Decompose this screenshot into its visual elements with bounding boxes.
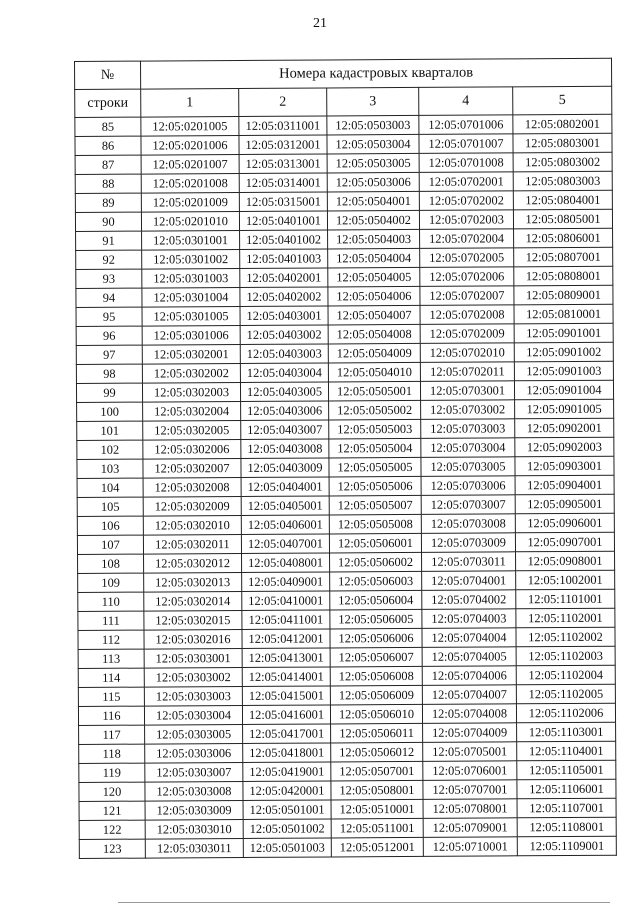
cadastral-number-cell: 12:05:0303009 xyxy=(145,800,243,820)
cadastral-number-cell: 12:05:0501002 xyxy=(243,819,331,839)
cadastral-number-cell: 12:05:0506006 xyxy=(330,628,422,648)
cadastral-number-cell: 12:05:0501001 xyxy=(243,800,331,820)
row-number-cell: 91 xyxy=(76,231,142,250)
table-row xyxy=(77,399,614,421)
table-row xyxy=(79,779,616,801)
cadastral-number-cell: 12:05:0414001 xyxy=(242,667,330,687)
column-header-2: 2 xyxy=(239,88,327,117)
row-number-cell: 102 xyxy=(77,440,143,459)
row-number-cell: 108 xyxy=(78,554,144,573)
cadastral-number-cell: 12:05:0505005 xyxy=(329,457,421,477)
cadastral-number-cell: 12:05:0810001 xyxy=(514,304,613,324)
table-row xyxy=(76,228,613,250)
cadastral-number-cell: 12:05:0402001 xyxy=(240,268,328,288)
cadastral-number-cell: 12:05:0303008 xyxy=(145,781,243,801)
cadastral-number-cell: 12:05:0401002 xyxy=(240,230,328,250)
cadastral-number-cell: 12:05:0703005 xyxy=(421,457,515,477)
cadastral-number-cell: 12:05:0407001 xyxy=(241,534,329,554)
cadastral-number-cell: 12:05:0506002 xyxy=(330,552,422,572)
cadastral-number-cell: 12:05:0901001 xyxy=(514,323,613,343)
cadastral-number-cell: 12:05:0410001 xyxy=(242,591,330,611)
cadastral-number-cell: 12:05:0705001 xyxy=(423,742,517,762)
table-row xyxy=(77,475,614,497)
cadastral-number-cell: 12:05:0302003 xyxy=(142,382,240,402)
table-row xyxy=(75,190,612,212)
row-number-cell: 122 xyxy=(79,820,145,839)
column-header-1: 1 xyxy=(141,88,239,117)
cadastral-number-cell: 12:05:0503006 xyxy=(327,172,419,192)
cadastral-number-cell: 12:05:0506004 xyxy=(330,590,422,610)
cadastral-number-cell: 12:05:0413001 xyxy=(242,648,330,668)
cadastral-number-cell: 12:05:0201006 xyxy=(141,135,239,155)
row-number-cell: 119 xyxy=(79,763,145,782)
cadastral-number-cell: 12:05:0302001 xyxy=(142,344,240,364)
cadastral-number-cell: 12:05:0312001 xyxy=(239,135,327,155)
cadastral-number-cell: 12:05:0313001 xyxy=(239,154,327,174)
cadastral-number-cell: 12:05:0702005 xyxy=(420,248,514,268)
cadastral-number-cell: 12:05:0702011 xyxy=(420,362,514,382)
cadastral-number-cell: 12:05:0704006 xyxy=(422,666,516,686)
cadastral-number-cell: 12:05:0504002 xyxy=(327,210,419,230)
table-row xyxy=(79,836,616,858)
group-header: Номера кадастровых кварталов xyxy=(141,58,612,89)
row-number-cell: 121 xyxy=(79,801,145,820)
cadastral-number-cell: 12:05:0302004 xyxy=(143,401,241,421)
cadastral-number-cell: 12:05:0315001 xyxy=(239,192,327,212)
row-number-cell: 103 xyxy=(77,459,143,478)
row-number-cell: 90 xyxy=(75,212,141,231)
table-row xyxy=(75,133,612,155)
cadastral-number-cell: 12:05:0403003 xyxy=(240,344,328,364)
cadastral-number-cell: 12:05:0302011 xyxy=(143,534,241,554)
column-header-4: 4 xyxy=(419,87,513,116)
cadastral-number-cell: 12:05:0302008 xyxy=(143,477,241,497)
row-number-header-line1: № xyxy=(75,61,141,89)
cadastral-number-cell: 12:05:0503003 xyxy=(327,115,419,135)
cadastral-number-cell: 12:05:0314001 xyxy=(239,173,327,193)
cadastral-number-cell: 12:05:1102005 xyxy=(516,684,615,704)
cadastral-number-cell: 12:05:0702001 xyxy=(419,172,513,192)
row-number-cell: 110 xyxy=(78,592,144,611)
cadastral-number-cell: 12:05:0803001 xyxy=(513,133,612,153)
cadastral-number-cell: 12:05:1106001 xyxy=(517,779,616,799)
table-row xyxy=(75,152,612,174)
table-row xyxy=(75,209,612,231)
cadastral-number-cell: 12:05:0901002 xyxy=(514,342,613,362)
cadastral-number-cell: 12:05:0807001 xyxy=(514,247,613,267)
table-row xyxy=(78,646,615,668)
cadastral-number-cell: 12:05:0710001 xyxy=(423,837,517,857)
cadastral-number-cell: 12:05:0302009 xyxy=(143,496,241,516)
row-number-cell: 115 xyxy=(78,687,144,706)
cadastral-number-cell: 12:05:0503004 xyxy=(327,134,419,154)
row-number-cell: 96 xyxy=(76,326,142,345)
cadastral-number-cell: 12:05:0505007 xyxy=(329,495,421,515)
cadastral-number-cell: 12:05:0403006 xyxy=(241,401,329,421)
table-body xyxy=(75,114,617,858)
cadastral-quarters-table xyxy=(74,58,617,859)
table-row xyxy=(76,342,613,364)
cadastral-number-cell: 12:05:0701008 xyxy=(419,153,513,173)
table-row xyxy=(79,817,616,839)
cadastral-number-cell: 12:05:0709001 xyxy=(423,818,517,838)
cadastral-number-cell: 12:05:0903001 xyxy=(515,456,614,476)
cadastral-number-cell: 12:05:0303010 xyxy=(145,819,243,839)
row-number-cell: 116 xyxy=(78,706,144,725)
cadastral-number-cell: 12:05:0806001 xyxy=(514,228,613,248)
cadastral-number-cell: 12:05:1101001 xyxy=(516,589,615,609)
cadastral-number-cell: 12:05:0303006 xyxy=(145,743,243,763)
cadastral-number-cell: 12:05:0501003 xyxy=(243,838,331,858)
cadastral-number-cell: 12:05:0906001 xyxy=(515,513,614,533)
cadastral-number-cell: 12:05:0505004 xyxy=(329,438,421,458)
cadastral-number-cell: 12:05:0901003 xyxy=(514,361,613,381)
table-row xyxy=(79,760,616,782)
cadastral-number-cell: 12:05:0504005 xyxy=(328,267,420,287)
column-header-5: 5 xyxy=(513,86,612,115)
row-number-cell: 117 xyxy=(79,725,145,744)
cadastral-number-cell: 12:05:0303001 xyxy=(144,648,242,668)
cadastral-number-cell: 12:05:0704001 xyxy=(422,571,516,591)
cadastral-number-cell: 12:05:0401003 xyxy=(240,249,328,269)
cadastral-number-cell: 12:05:0403009 xyxy=(241,458,329,478)
cadastral-number-cell: 12:05:1103001 xyxy=(517,722,616,742)
table-row xyxy=(75,171,612,193)
cadastral-number-cell: 12:05:0504004 xyxy=(328,248,420,268)
cadastral-number-cell: 12:05:0302002 xyxy=(142,363,240,383)
cadastral-number-cell: 12:05:0704008 xyxy=(422,704,516,724)
table-row xyxy=(79,722,616,744)
cadastral-number-cell: 12:05:0702004 xyxy=(420,229,514,249)
cadastral-number-cell: 12:05:1102006 xyxy=(516,703,615,723)
cadastral-number-cell: 12:05:1105001 xyxy=(517,760,616,780)
cadastral-number-cell: 12:05:0704009 xyxy=(423,723,517,743)
cadastral-number-cell: 12:05:0703009 xyxy=(421,533,515,553)
cadastral-number-cell: 12:05:0512001 xyxy=(331,837,423,857)
cadastral-number-cell: 12:05:0504007 xyxy=(328,305,420,325)
page-number: 21 xyxy=(313,16,327,31)
table-row xyxy=(78,589,615,611)
cadastral-number-cell: 12:05:0201010 xyxy=(141,211,239,231)
cadastral-number-cell: 12:05:0403001 xyxy=(240,306,328,326)
cadastral-number-cell: 12:05:0703008 xyxy=(421,514,515,534)
cadastral-number-cell: 12:05:0302016 xyxy=(144,629,242,649)
cadastral-number-cell: 12:05:0404001 xyxy=(241,477,329,497)
cadastral-number-cell: 12:05:0504010 xyxy=(328,362,420,382)
row-number-cell: 112 xyxy=(78,630,144,649)
cadastral-number-cell: 12:05:0702003 xyxy=(419,210,513,230)
table-row xyxy=(77,513,614,535)
cadastral-number-cell: 12:05:0506008 xyxy=(330,666,422,686)
cadastral-number-cell: 12:05:0704005 xyxy=(422,647,516,667)
cadastral-table-container xyxy=(74,61,611,859)
table-row xyxy=(77,437,614,459)
row-number-cell: 104 xyxy=(77,478,143,497)
row-number-cell: 87 xyxy=(75,155,141,174)
cadastral-number-cell: 12:05:1002001 xyxy=(516,570,615,590)
cadastral-number-cell: 12:05:0409001 xyxy=(242,572,330,592)
cadastral-number-cell: 12:05:0506005 xyxy=(330,609,422,629)
cadastral-number-cell: 12:05:0703003 xyxy=(421,419,515,439)
row-number-cell: 120 xyxy=(79,782,145,801)
table-row xyxy=(75,114,612,136)
cadastral-number-cell: 12:05:0908001 xyxy=(516,551,615,571)
table-row xyxy=(78,608,615,630)
cadastral-number-cell: 12:05:0506009 xyxy=(330,685,422,705)
row-number-cell: 113 xyxy=(78,649,144,668)
cadastral-number-cell: 12:05:0303003 xyxy=(144,686,242,706)
row-number-cell: 95 xyxy=(76,307,142,326)
bottom-divider xyxy=(118,902,610,903)
cadastral-number-cell: 12:05:0302014 xyxy=(144,591,242,611)
row-number-cell: 109 xyxy=(78,573,144,592)
cadastral-number-cell: 12:05:0201007 xyxy=(141,154,239,174)
cadastral-number-cell: 12:05:0510001 xyxy=(331,799,423,819)
cadastral-number-cell: 12:05:0506011 xyxy=(331,723,423,743)
cadastral-number-cell: 12:05:0503005 xyxy=(327,153,419,173)
cadastral-number-cell: 12:05:1107001 xyxy=(517,798,616,818)
cadastral-number-cell: 12:05:0506003 xyxy=(330,571,422,591)
cadastral-number-cell: 12:05:0301003 xyxy=(142,268,240,288)
cadastral-number-cell: 12:05:0904001 xyxy=(515,475,614,495)
cadastral-number-cell: 12:05:0418001 xyxy=(243,743,331,763)
cadastral-number-cell: 12:05:0702007 xyxy=(420,286,514,306)
cadastral-number-cell: 12:05:0703002 xyxy=(421,400,515,420)
cadastral-number-cell: 12:05:0415001 xyxy=(242,686,330,706)
cadastral-number-cell: 12:05:0704002 xyxy=(422,590,516,610)
cadastral-number-cell: 12:05:0408001 xyxy=(242,553,330,573)
cadastral-number-cell: 12:05:0403002 xyxy=(240,325,328,345)
cadastral-number-cell: 12:05:0701007 xyxy=(419,134,513,154)
cadastral-number-cell: 12:05:0707001 xyxy=(423,780,517,800)
table-row xyxy=(76,285,613,307)
cadastral-number-cell: 12:05:0511001 xyxy=(331,818,423,838)
cadastral-number-cell: 12:05:0201005 xyxy=(141,116,239,136)
row-number-cell: 94 xyxy=(76,288,142,307)
cadastral-number-cell: 12:05:0201008 xyxy=(141,173,239,193)
cadastral-number-cell: 12:05:0902001 xyxy=(515,418,614,438)
cadastral-number-cell: 12:05:0703007 xyxy=(421,495,515,515)
cadastral-number-cell: 12:05:0303005 xyxy=(145,724,243,744)
row-number-cell: 118 xyxy=(79,744,145,763)
cadastral-number-cell: 12:05:0708001 xyxy=(423,799,517,819)
cadastral-number-cell: 12:05:0302013 xyxy=(144,572,242,592)
cadastral-number-cell: 12:05:0704004 xyxy=(422,628,516,648)
table-row xyxy=(78,703,615,725)
cadastral-number-cell: 12:05:0303007 xyxy=(145,762,243,782)
cadastral-number-cell: 12:05:0505008 xyxy=(329,514,421,534)
row-number-cell: 100 xyxy=(77,402,143,421)
row-number-cell: 114 xyxy=(78,668,144,687)
cadastral-number-cell: 12:05:0901005 xyxy=(515,399,614,419)
cadastral-number-cell: 12:05:0402002 xyxy=(240,287,328,307)
table-row xyxy=(77,532,614,554)
cadastral-number-cell: 12:05:0809001 xyxy=(514,285,613,305)
row-number-cell: 88 xyxy=(75,174,141,193)
table-row xyxy=(76,380,613,402)
cadastral-number-cell: 12:05:0303002 xyxy=(144,667,242,687)
row-number-cell: 93 xyxy=(76,269,142,288)
row-number-header-line2: строки xyxy=(75,89,141,117)
cadastral-number-cell: 12:05:0403005 xyxy=(240,382,328,402)
cadastral-number-cell: 12:05:0802001 xyxy=(513,114,612,134)
row-number-cell: 92 xyxy=(76,250,142,269)
cadastral-number-cell: 12:05:0504009 xyxy=(328,343,420,363)
table-header xyxy=(75,58,612,117)
cadastral-number-cell: 12:05:1104001 xyxy=(517,741,616,761)
table-row xyxy=(78,627,615,649)
cadastral-number-cell: 12:05:0506007 xyxy=(330,647,422,667)
cadastral-number-cell: 12:05:0505002 xyxy=(329,400,421,420)
table-row xyxy=(78,570,615,592)
row-number-cell: 85 xyxy=(75,117,141,136)
column-header-3: 3 xyxy=(327,87,419,116)
cadastral-number-cell: 12:05:0504008 xyxy=(328,324,420,344)
table-row xyxy=(76,361,613,383)
row-number-cell: 106 xyxy=(77,516,143,535)
cadastral-number-cell: 12:05:1102003 xyxy=(516,646,615,666)
cadastral-number-cell: 12:05:0301004 xyxy=(142,287,240,307)
cadastral-number-cell: 12:05:0507001 xyxy=(331,761,423,781)
cadastral-number-cell: 12:05:1108001 xyxy=(517,817,616,837)
cadastral-number-cell: 12:05:0803002 xyxy=(513,152,612,172)
row-number-cell: 89 xyxy=(75,193,141,212)
cadastral-number-cell: 12:05:0403008 xyxy=(241,439,329,459)
row-number-cell: 111 xyxy=(78,611,144,630)
cadastral-number-cell: 12:05:0420001 xyxy=(243,781,331,801)
row-number-cell: 107 xyxy=(77,535,143,554)
table-row xyxy=(76,304,613,326)
cadastral-number-cell: 12:05:1102004 xyxy=(516,665,615,685)
cadastral-number-cell: 12:05:0201009 xyxy=(141,192,239,212)
cadastral-number-cell: 12:05:0416001 xyxy=(242,705,330,725)
cadastral-number-cell: 12:05:0505001 xyxy=(328,381,420,401)
cadastral-number-cell: 12:05:0301001 xyxy=(142,230,240,250)
row-number-cell: 123 xyxy=(79,839,145,858)
table-row xyxy=(77,456,614,478)
cadastral-number-cell: 12:05:0302007 xyxy=(143,458,241,478)
cadastral-number-cell: 12:05:1109001 xyxy=(517,836,616,856)
row-number-cell: 105 xyxy=(77,497,143,516)
cadastral-number-cell: 12:05:0505003 xyxy=(329,419,421,439)
cadastral-number-cell: 12:05:0401001 xyxy=(239,211,327,231)
cadastral-number-cell: 12:05:0506012 xyxy=(331,742,423,762)
cadastral-number-cell: 12:05:0504006 xyxy=(328,286,420,306)
cadastral-number-cell: 12:05:0303011 xyxy=(145,838,243,858)
cadastral-number-cell: 12:05:0703001 xyxy=(420,381,514,401)
cadastral-number-cell: 12:05:0803003 xyxy=(513,171,612,191)
table-row xyxy=(76,247,613,269)
table-row xyxy=(76,266,613,288)
cadastral-number-cell: 12:05:0302012 xyxy=(144,553,242,573)
row-number-cell: 101 xyxy=(77,421,143,440)
cadastral-number-cell: 12:05:0504001 xyxy=(327,191,419,211)
cadastral-number-cell: 12:05:0702006 xyxy=(420,267,514,287)
cadastral-number-cell: 12:05:0411001 xyxy=(242,610,330,630)
cadastral-number-cell: 12:05:0506010 xyxy=(330,704,422,724)
cadastral-number-cell: 12:05:0301005 xyxy=(142,306,240,326)
cadastral-number-cell: 12:05:0706001 xyxy=(423,761,517,781)
cadastral-number-cell: 12:05:0704007 xyxy=(422,685,516,705)
cadastral-number-cell: 12:05:1102002 xyxy=(516,627,615,647)
cadastral-number-cell: 12:05:0303004 xyxy=(144,705,242,725)
cadastral-number-cell: 12:05:0506001 xyxy=(329,533,421,553)
table-row xyxy=(77,418,614,440)
cadastral-number-cell: 12:05:1102001 xyxy=(516,608,615,628)
cadastral-number-cell: 12:05:0302005 xyxy=(143,420,241,440)
cadastral-number-cell: 12:05:0808001 xyxy=(514,266,613,286)
cadastral-number-cell: 12:05:0901004 xyxy=(514,380,613,400)
cadastral-number-cell: 12:05:0405001 xyxy=(241,496,329,516)
cadastral-number-cell: 12:05:0805001 xyxy=(513,209,612,229)
cadastral-number-cell: 12:05:0804001 xyxy=(513,190,612,210)
cadastral-number-cell: 12:05:0703004 xyxy=(421,438,515,458)
row-number-cell: 97 xyxy=(76,345,142,364)
table-row xyxy=(78,684,615,706)
cadastral-number-cell: 12:05:0702009 xyxy=(420,324,514,344)
cadastral-number-cell: 12:05:0301002 xyxy=(142,249,240,269)
cadastral-number-cell: 12:05:0702002 xyxy=(419,191,513,211)
table-row xyxy=(78,551,615,573)
table-row xyxy=(78,665,615,687)
cadastral-number-cell: 12:05:0508001 xyxy=(331,780,423,800)
cadastral-number-cell: 12:05:0302010 xyxy=(143,515,241,535)
cadastral-number-cell: 12:05:0302006 xyxy=(143,439,241,459)
cadastral-number-cell: 12:05:0704003 xyxy=(422,609,516,629)
table-row xyxy=(79,741,616,763)
cadastral-number-cell: 12:05:0504003 xyxy=(328,229,420,249)
table-row xyxy=(76,323,613,345)
cadastral-number-cell: 12:05:0702010 xyxy=(420,343,514,363)
cadastral-number-cell: 12:05:0702008 xyxy=(420,305,514,325)
cadastral-number-cell: 12:05:0703006 xyxy=(421,476,515,496)
cadastral-number-cell: 12:05:0403004 xyxy=(240,363,328,383)
row-number-cell: 86 xyxy=(75,136,141,155)
cadastral-number-cell: 12:05:0902003 xyxy=(515,437,614,457)
cadastral-number-cell: 12:05:0701006 xyxy=(419,115,513,135)
cadastral-number-cell: 12:05:0505006 xyxy=(329,476,421,496)
row-number-cell: 99 xyxy=(76,383,142,402)
cadastral-number-cell: 12:05:0302015 xyxy=(144,610,242,630)
cadastral-number-cell: 12:05:0403007 xyxy=(241,420,329,440)
row-number-cell: 98 xyxy=(76,364,142,383)
table-row xyxy=(77,494,614,516)
table-row xyxy=(79,798,616,820)
cadastral-number-cell: 12:05:0907001 xyxy=(515,532,614,552)
cadastral-number-cell: 12:05:0406001 xyxy=(241,515,329,535)
cadastral-number-cell: 12:05:0412001 xyxy=(242,629,330,649)
cadastral-number-cell: 12:05:0311001 xyxy=(239,116,327,136)
cadastral-number-cell: 12:05:0301006 xyxy=(142,325,240,345)
cadastral-number-cell: 12:05:0905001 xyxy=(515,494,614,514)
cadastral-number-cell: 12:05:0419001 xyxy=(243,762,331,782)
cadastral-number-cell: 12:05:0703011 xyxy=(422,552,516,572)
cadastral-number-cell: 12:05:0417001 xyxy=(243,724,331,744)
